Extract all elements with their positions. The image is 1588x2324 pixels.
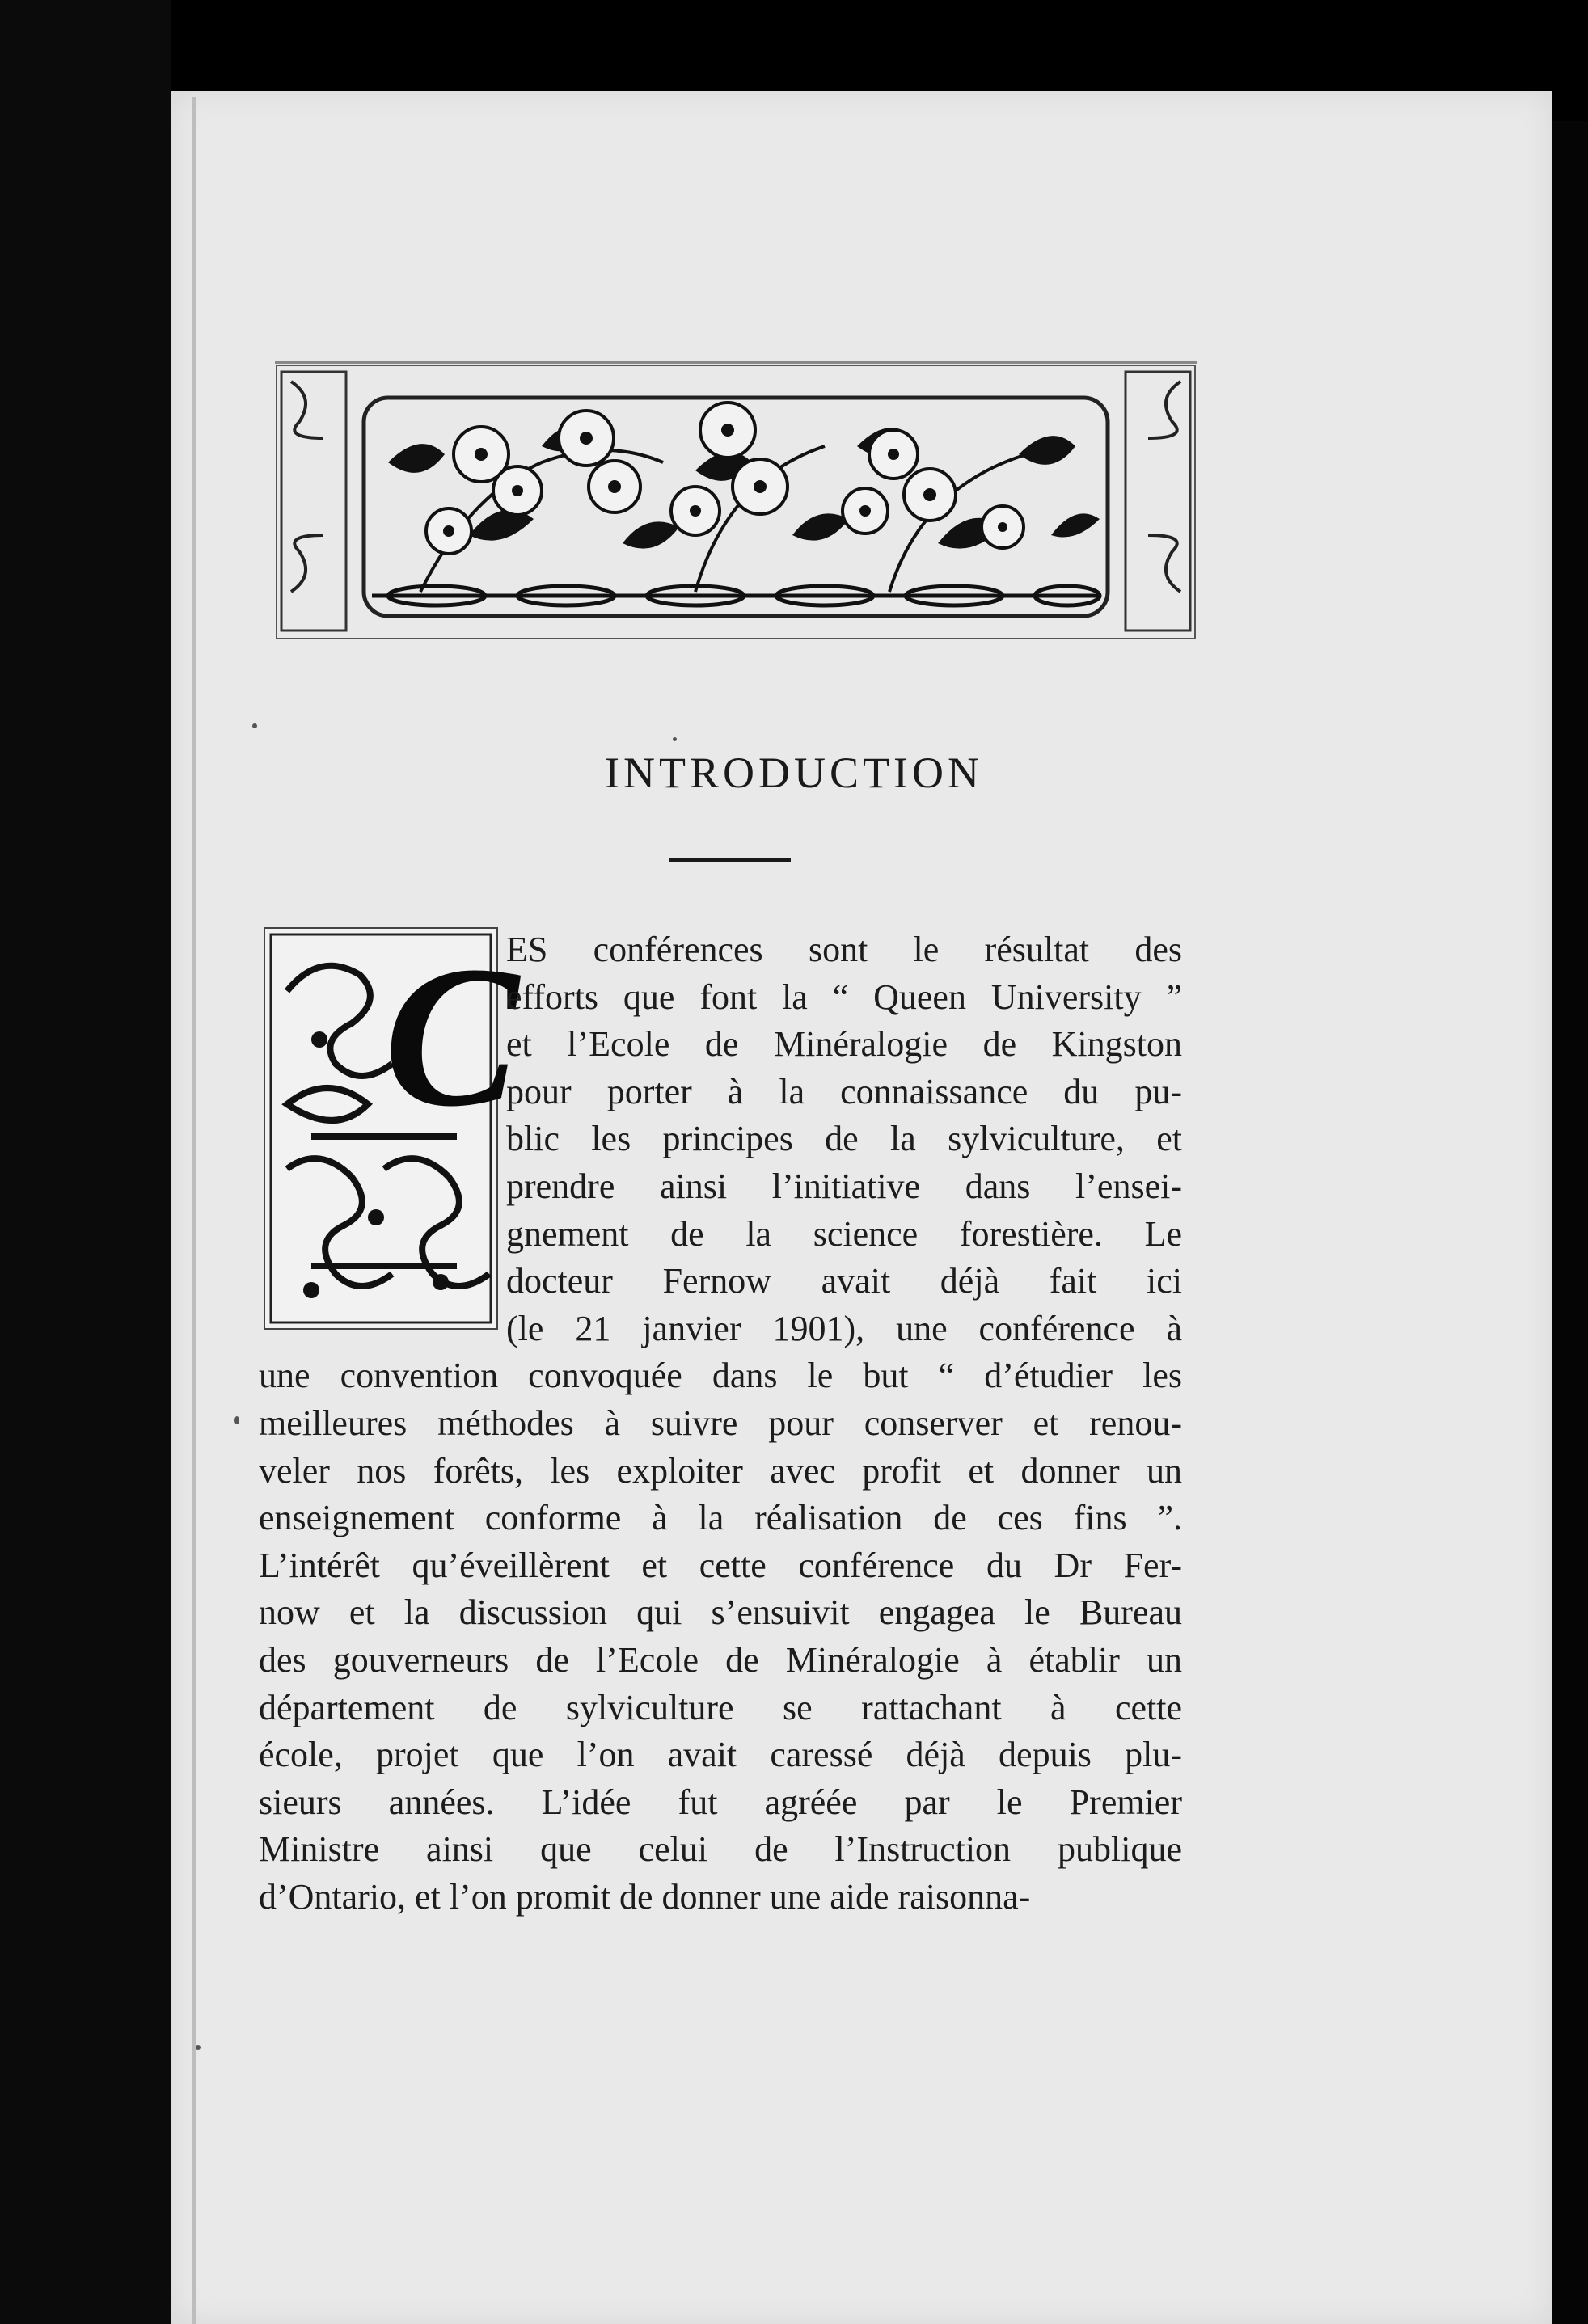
- dropcap-letter: C: [384, 925, 519, 1149]
- title-underline-rule: [669, 858, 791, 862]
- text-line: Ministre ainsi que celui de l’Instruction publique: [259, 1829, 1182, 1870]
- text-line: docteur Fernow avait déjà fait ici: [506, 1261, 1182, 1301]
- text-line: meilleures méthodes à suivre pour conserver et renou-: [259, 1402, 1182, 1443]
- text-line: une convention convoquée dans le but “ d’étudier les: [259, 1356, 1182, 1396]
- body-text: [259, 926, 1182, 1921]
- scan-speck: [252, 723, 257, 728]
- text-line: pour porter à la connaissance du pu-: [506, 1071, 1182, 1111]
- text-line: gnement de la science forestière. Le: [506, 1213, 1182, 1254]
- scan-speck: [673, 737, 677, 741]
- text-line: département de sylviculture se rattachant à cette: [259, 1687, 1182, 1727]
- scan-speck: [234, 1416, 239, 1424]
- text-line: efforts que font la “ Queen University ”: [506, 976, 1182, 1017]
- text-line: L’intérêt qu’éveillèrent et cette conférence du Dr Fer-: [259, 1545, 1182, 1585]
- text-line: ES conférences sont le résultat des: [506, 930, 1182, 969]
- page-title: INTRODUCTION: [605, 749, 983, 797]
- text-line: prendre ainsi l’initiative dans l’ensei-: [506, 1166, 1182, 1206]
- scan-speck: [196, 2045, 201, 2050]
- scan-left-margin: [0, 0, 171, 2324]
- text-line: d’Ontario, et l’on promit de donner une aide raisonna-: [259, 1876, 1031, 1917]
- floral-headpiece-ornament: [275, 349, 1197, 640]
- text-line: et l’Ecole de Minéralogie de Kingston: [506, 1024, 1182, 1065]
- text-line: des gouverneurs de l’Ecole de Minéralogie à établir un: [259, 1639, 1182, 1680]
- text-line: enseignement conforme à la réalisation de ces fins ”.: [259, 1498, 1182, 1538]
- text-line: veler nos forêts, les exploiter avec profit et donner un: [259, 1450, 1182, 1491]
- scan-right-margin: [1552, 121, 1588, 2324]
- text-line: now et la discussion qui s’ensuivit engagea le Bureau: [259, 1592, 1182, 1633]
- page-fold-line: [192, 97, 196, 2324]
- text-line: sieurs années. L’idée fut agréée par le Premier: [259, 1782, 1182, 1822]
- text-line: école, projet que l’on avait caressé déjà depuis plu-: [259, 1735, 1182, 1775]
- text-line: blic les principes de la sylviculture, et: [506, 1119, 1182, 1159]
- text-line: (le 21 janvier 1901), une conférence à: [506, 1308, 1182, 1348]
